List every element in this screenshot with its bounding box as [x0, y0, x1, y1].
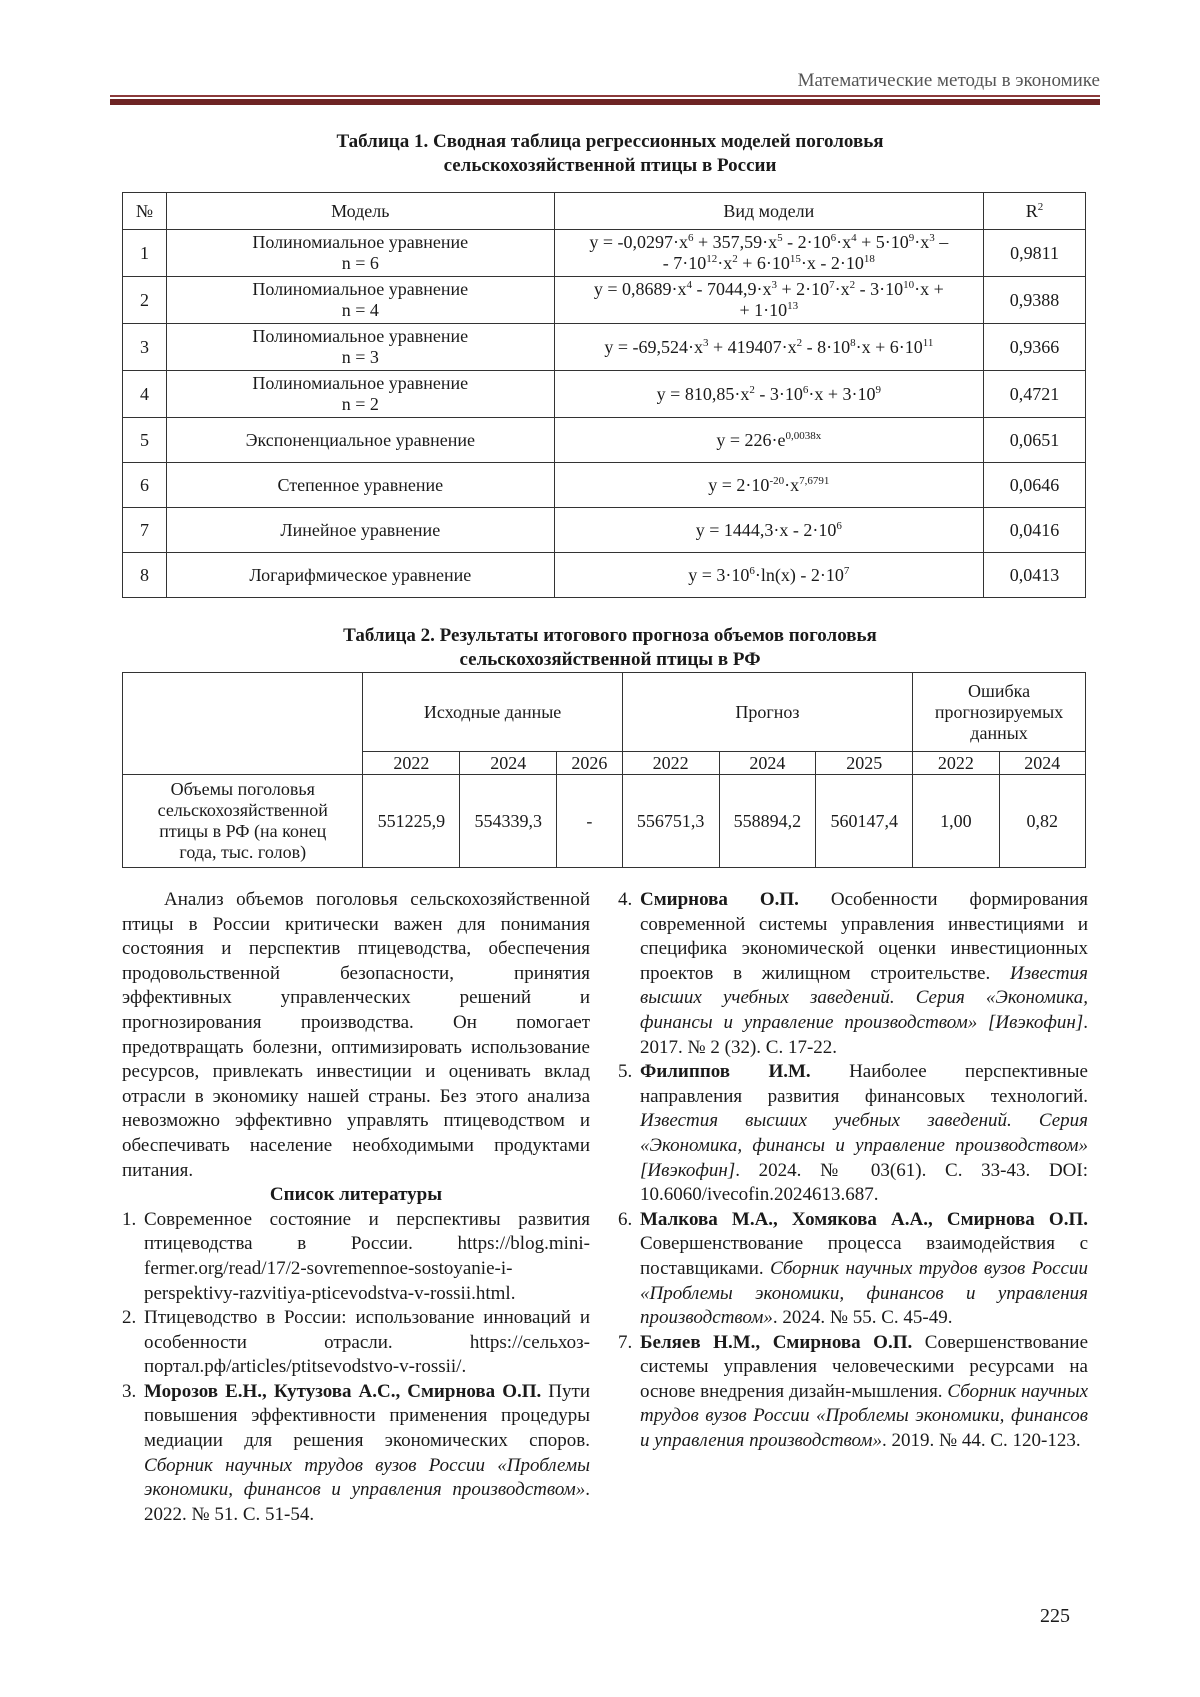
superscript: 3 [771, 279, 777, 291]
model-name-line: Логарифмическое уравнение [249, 564, 472, 585]
table-row [123, 324, 1086, 371]
model-name [166, 230, 554, 277]
value-error-2024: 0,82 [999, 775, 1085, 868]
value-forecast-2024: 558894,2 [719, 775, 816, 868]
model-name-line: n = 3 [341, 347, 379, 367]
model-name-line: n = 6 [341, 253, 379, 273]
r-squared-value: 0,9811 [984, 230, 1086, 277]
year-source-2026: 2026 [557, 752, 623, 775]
reference-title: Особенности формирования современной системы управления инвестициями и специфика экономической оценки инвестиционных проектов в жилищном строительстве. [640, 889, 1088, 984]
model-name-line: n = 4 [341, 300, 379, 320]
superscript: 2 [749, 383, 755, 396]
reference-authors: Морозов Е.Н., Кутузова А.С., Смирнова О.П. [144, 1380, 542, 1402]
value-source-2024: 554339,3 [460, 775, 557, 868]
table1-caption [120, 130, 1100, 178]
row-number: 6 [123, 463, 167, 508]
reference-source: Сборник научных трудов вузов России «Проблемы экономики, финансов и управления производством» [640, 1257, 1088, 1329]
page-number: 225 [1040, 1605, 1070, 1627]
table-row [123, 418, 1086, 463]
table-row [123, 230, 1086, 277]
superscript: 5 [777, 232, 783, 244]
reference-item [618, 1060, 1088, 1208]
references-title: Список литературы [269, 1184, 443, 1206]
reference-source: Известия высших учебных заведений. Серия «Экономика, финансы и управление производством» [Ивэкофин] [640, 1110, 1088, 1181]
reference-source: Известия высших учебных заведений. Серия «Экономика, финансы и управление производством» [Ивэкофин] [640, 962, 1088, 1033]
row-number: 7 [123, 508, 167, 553]
superscript: 11 [922, 336, 934, 349]
superscript: 6 [687, 232, 694, 244]
equation-line: $y = 810,85\cdot x^2 - 3\cdot 10^6\cdot x + 3\cdot 10^9$ [656, 383, 881, 404]
model-name [166, 553, 554, 598]
row-number: 4 [123, 371, 167, 418]
model-name [166, 418, 554, 463]
equation-line: $y = 0,8689\cdot x^4 - 7044,9\cdot x^3 + 2\cdot 10^7\cdot x^2 - 3\cdot 10^{10}\cdot x$ + [593, 279, 944, 299]
reference-number: 1. [122, 1208, 137, 1230]
model-name-line: Полиномиальное уравнение [252, 279, 469, 299]
reference-title: Современное состояние и перспективы развития птицеводства в России. https://blog.mini-fermer.org/read/17/2-sovremennoe-sostoyanie-i-perspektivy-razvitiya-pticevodstva-v-rossii.html. [144, 1208, 590, 1304]
reference-details: . 2017. № 2 (32). С. 17-22. [640, 1011, 1088, 1058]
right-column [618, 888, 1088, 1454]
header-rule-thick [110, 99, 1100, 105]
table2-corner-cell [123, 673, 363, 775]
r-squared-value: 0,4721 [984, 371, 1086, 418]
superscript: 8 [850, 336, 856, 349]
equation-line: $y = -69,524\cdot x^3 + 419407\cdot x^2 - 8\cdot 10^8\cdot x + 6\cdot 10^{11}$ [604, 336, 934, 357]
equation-line: $y = 3\cdot 10^6\cdot\ln(x) - 2\cdot 10^7$ [688, 564, 850, 585]
value-source-2026: - [557, 775, 623, 868]
references-list-left [122, 1208, 590, 1528]
reference-number: 5. [618, 1061, 633, 1083]
reference-item [122, 1208, 590, 1306]
model-equation [554, 230, 983, 277]
row-number: 2 [123, 277, 167, 324]
table1-caption-line2: сельскохозяйственной птицы в России [443, 155, 777, 176]
superscript: 0,0038x [785, 429, 822, 442]
superscript: 6 [749, 564, 755, 577]
model-name-line: n = 2 [341, 394, 379, 414]
reference-number: 7. [618, 1331, 633, 1353]
value-source-2022: 551225,9 [363, 775, 460, 868]
table2-group-header-row [123, 673, 1086, 752]
row-number: 3 [123, 324, 167, 371]
reference-authors: Малкова М.А., Хомякова А.А., Смирнова О.П. [640, 1208, 1088, 1230]
superscript: 18 [863, 253, 875, 265]
forecast-results-table [122, 672, 1086, 868]
row-label-line3: птицы в РФ (на конец [159, 821, 327, 841]
table2-caption-line2: сельскохозяйственной птицы в РФ [459, 649, 761, 670]
year-error-2024: 2024 [999, 752, 1085, 775]
row-label-line2: сельскохозяйственной [157, 800, 328, 820]
model-equation [554, 508, 983, 553]
superscript: 9 [875, 383, 881, 396]
group-source-data: Исходные данные [363, 673, 622, 752]
model-name-line: Полиномиальное уравнение [252, 326, 469, 346]
header-form: Вид модели [554, 193, 983, 230]
row-number: 5 [123, 418, 167, 463]
left-column [122, 888, 590, 1527]
r-squared-value: 0,0416 [984, 508, 1086, 553]
header-rule-thin [110, 95, 1100, 97]
value-forecast-2022: 556751,3 [622, 775, 719, 868]
reference-item [122, 1380, 590, 1528]
table1-body [123, 230, 1086, 598]
r-squared-value: 0,0651 [984, 418, 1086, 463]
superscript: 9 [908, 232, 915, 244]
year-source-2024: 2024 [460, 752, 557, 775]
model-name-line: Экспоненциальное уравнение [245, 429, 475, 450]
table2-data-row [123, 775, 1086, 868]
reference-details: . 2019. № 44. С. 120-123. [881, 1430, 1081, 1452]
value-error-2022: 1,00 [913, 775, 999, 868]
reference-item [122, 1306, 590, 1380]
r-squared-value: 0,9388 [984, 277, 1086, 324]
year-error-2022: 2022 [913, 752, 999, 775]
superscript: -20 [769, 474, 785, 487]
reference-number: 2. [122, 1307, 137, 1329]
superscript: 2 [732, 253, 738, 265]
table-row [123, 277, 1086, 324]
superscript: 6 [802, 383, 809, 396]
model-equation [554, 371, 983, 418]
superscript: 2 [796, 336, 803, 349]
superscript: 4 [686, 279, 692, 291]
superscript: 3 [929, 232, 935, 244]
model-name-line: Линейное уравнение [280, 519, 441, 540]
reference-authors: Беляев Н.М., Смирнова О.П. [640, 1331, 913, 1353]
table2-caption-line1: Таблица 2. Результаты итогового прогноза объемов поголовья [343, 625, 877, 646]
model-name-line: Полиномиальное уравнение [252, 373, 469, 393]
superscript: 6 [830, 232, 837, 244]
superscript: 7,6791 [799, 474, 830, 487]
superscript: 15 [789, 253, 801, 265]
row-label [123, 775, 363, 868]
running-head-title: Математические методы в экономике [797, 70, 1100, 91]
reference-number: 6. [618, 1208, 633, 1230]
table-row [123, 463, 1086, 508]
superscript: 7 [829, 279, 835, 291]
table-row [123, 553, 1086, 598]
reference-title: Птицеводство в России: использование инноваций и особенности отрасли. https://сельхоз-портал.рф/articles/ptitsevodstvo-v-rossii/. [144, 1307, 590, 1378]
superscript: 2 [849, 279, 856, 291]
value-forecast-2025: 560147,4 [816, 775, 913, 868]
reference-title: Совершенствование процесса взаимодействия с поставщиками. [640, 1233, 1088, 1279]
error-label-line3: данных [970, 722, 1028, 743]
group-forecast-error [913, 673, 1086, 752]
year-source-2022: 2022 [363, 752, 460, 775]
reference-title: Пути повышения эффективности применения процедуры медиации для решения экономических споров. [144, 1380, 591, 1452]
model-equation [554, 463, 983, 508]
year-forecast-2025: 2025 [816, 752, 913, 775]
table2-caption [120, 624, 1100, 672]
reference-title: Наиболее перспективные направления развития финансовых технологий. [640, 1061, 1088, 1107]
reference-number: 3. [122, 1380, 137, 1402]
regression-models-table [122, 192, 1086, 598]
error-label-line2: прогнозируемых [934, 701, 1064, 722]
superscript: 4 [851, 232, 857, 244]
table-row [123, 508, 1086, 553]
table-row [123, 371, 1086, 418]
model-name-line: Полиномиальное уравнение [252, 232, 469, 252]
equation-line: + $1\cdot 10^{13}$ [739, 300, 799, 320]
model-name [166, 371, 554, 418]
r-squared-value: 0,0413 [984, 553, 1086, 598]
reference-source: Сборник научных трудов вузов России «Проблемы экономики, финансов и управления производством» [640, 1380, 1088, 1452]
reference-authors: Смирнова О.П. [640, 889, 799, 910]
reference-item [618, 1208, 1088, 1331]
model-equation [554, 418, 983, 463]
reference-item [618, 888, 1088, 1060]
group-forecast: Прогноз [622, 673, 912, 752]
reference-source: Сборник научных трудов вузов России «Проблемы экономики, финансов и управления производством» [144, 1454, 590, 1501]
reference-title: Совершенствование системы управления человеческими ресурсами на основе внедрения дизайн-мышления. [640, 1331, 1089, 1402]
reference-details: . 2024. № 55. С. 45-49. [772, 1307, 953, 1329]
reference-details: . 2022. № 51. С. 51-54. [144, 1479, 590, 1525]
year-forecast-2024: 2024 [719, 752, 816, 775]
equation-line: - $7\cdot 10^{12}\cdot x^2 + 6\cdot 10^{15}\cdot x - 2\cdot 10^{18}$ [662, 253, 875, 273]
model-equation [554, 324, 983, 371]
r-squared-value: 0,9366 [984, 324, 1086, 371]
table1-caption-line1: Таблица 1. Сводная таблица регрессионных моделей поголовья [336, 131, 884, 152]
superscript: 12 [706, 253, 718, 265]
error-label-line1: Ошибка [968, 680, 1031, 701]
equation-line: $y = -0,0297\cdot x^6 + 357,59\cdot x^5 - 2\cdot 10^6\cdot x^4 + 5\cdot 10^9\cdot x^3$ – [589, 232, 949, 252]
header-num: № [123, 193, 167, 230]
superscript: 10 [903, 279, 915, 291]
header-model: Модель [166, 193, 554, 230]
r-squared-value: 0,0646 [984, 463, 1086, 508]
reference-authors: Филиппов И.М. [640, 1061, 811, 1083]
references-list-right [618, 888, 1088, 1454]
model-equation [554, 553, 983, 598]
model-name [166, 324, 554, 371]
superscript: 13 [787, 300, 799, 312]
row-label-line4: года, тыс. голов) [179, 842, 307, 862]
model-name [166, 463, 554, 508]
model-name [166, 508, 554, 553]
superscript: 2 [1037, 200, 1044, 213]
equation-line: $y = 1444,3\cdot x - 2\cdot 10^6$ [695, 519, 842, 540]
superscript: 6 [836, 519, 842, 532]
equation-line: $y = 226\cdot e^{0,0038x}$ [716, 429, 822, 450]
header-rule [110, 95, 1100, 105]
body-paragraph: Анализ объемов поголовья сельскохозяйственной птицы в России критически важен для понимания состояния и перспектив птицеводства, обеспечения продовольственной безопасности, принятия эффективных управленческих решений и прогнозирования производства. Он помогает предотвращать болезни, оптимизировать использование ресурсов, привлекать инвестиции и оценивать вклад отрасли в экономику нашей страны. Без этого анализа невозможно эффективно управлять птицеводством и обеспечивать население необходимыми продуктами питания. [122, 889, 590, 1181]
table1-header-row [123, 193, 1086, 230]
reference-number: 4. [618, 889, 633, 910]
year-forecast-2022: 2022 [622, 752, 719, 775]
reference-details: . 2024. № 03(61). С. 33-43. DOI: 10.6060/ivecofin.2024613.687. [640, 1159, 1088, 1206]
reference-item [618, 1331, 1088, 1454]
model-equation [554, 277, 983, 324]
header-r2: $R^2$ [984, 193, 1086, 230]
row-number: 8 [123, 553, 167, 598]
model-name-line: Степенное уравнение [277, 474, 444, 495]
superscript: 7 [843, 564, 850, 577]
row-label-line1: Объемы поголовья [170, 779, 315, 799]
model-name [166, 277, 554, 324]
superscript: 3 [702, 336, 709, 349]
row-number: 1 [123, 230, 167, 277]
equation-line: $y = 2\cdot 10^{-20}\cdot x^{7,6791}$ [708, 474, 830, 495]
